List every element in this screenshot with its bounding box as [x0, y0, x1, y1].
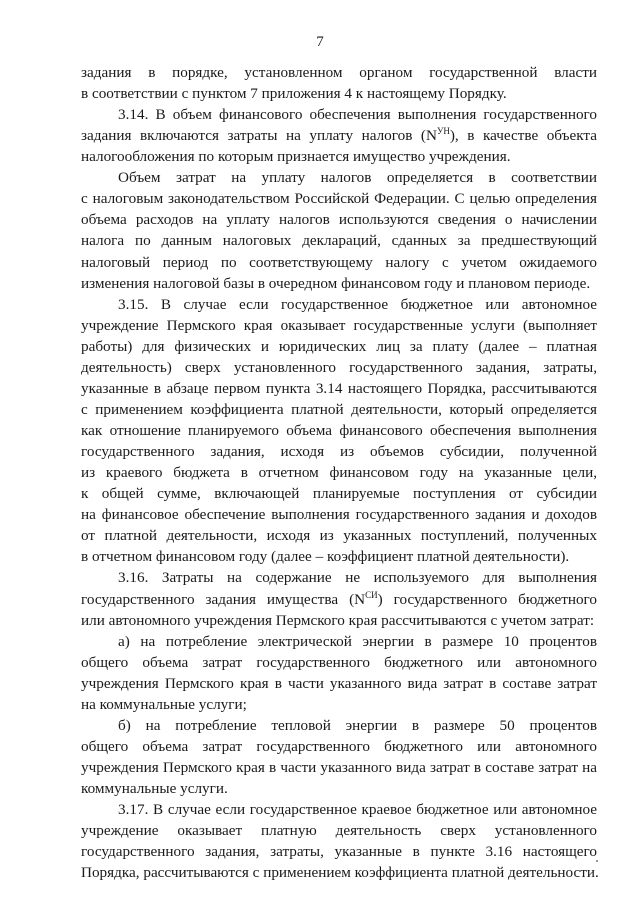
text-line: государственного задания, затраты, указанные в пункте 3.16 настоящего: [81, 843, 597, 861]
text-line: указанные в абзаце первом пункта 3.14 настоящего Порядка, рассчитываются: [81, 379, 597, 397]
text-line: объема расходов на уплату налогов используются сведения о начислении: [81, 211, 597, 229]
text-segment: ) государственного бюджетного: [377, 590, 597, 608]
text-line: 3.16. Затраты на содержание не используемого для выполнения: [118, 569, 597, 587]
text-line: в соответствии с пунктом 7 приложения 4 к настоящему Порядку.: [81, 85, 507, 103]
text-line: учреждения Пермского края в части указанного вида затрат в составе затрат на: [81, 758, 597, 776]
text-line: а) на потребление электрической энергии в размере 10 процентов: [118, 632, 597, 650]
text-line: деятельность) сверх установленного государственного задания, затраты,: [81, 358, 597, 376]
page-number: 7: [316, 34, 324, 50]
text-line: 3.15. В случае если государственное бюджетное или автономное: [118, 295, 597, 313]
text-segment: государственного задания имущества (N: [81, 590, 366, 608]
text-line: общего объема затрат государственного бюджетного или автономного: [81, 653, 597, 671]
text-segment: задания включаются затраты на уплату налогов (N: [81, 127, 437, 145]
text-line: учреждение оказывает платную деятельность сверх установленного: [81, 822, 597, 840]
text-line: изменения налоговой базы в очередном финансовом году и плановом периоде.: [81, 274, 591, 292]
text-line: как отношение планируемого объема финансового обеспечения выполнения: [81, 422, 597, 440]
superscript: УН: [436, 126, 450, 137]
text-line: Объем затрат на уплату налогов определяется в соответствии: [118, 169, 597, 187]
superscript: СИ: [365, 589, 378, 600]
text-line: 3.14. В объем финансового обеспечения выполнения государственного: [118, 106, 597, 124]
text-line: с применением коэффициента платной деятельности, который определяется: [81, 400, 597, 418]
text-line: общего объема затрат государственного бюджетного или автономного: [81, 737, 597, 755]
text-line: Порядка, рассчитываются с применением коэффициента платной деятельности.: [81, 864, 599, 882]
text-line: государственного задания, исходя из объемов субсидии, полученной: [81, 443, 597, 461]
text-line: налогообложения по которым признается имущество учреждения.: [81, 148, 511, 166]
text-line: из краевого бюджета в отчетном финансовом году на указанные цели,: [81, 464, 597, 482]
text-line: [81, 126, 597, 145]
text-line: задания в порядке, установленном органом государственной власти: [81, 64, 597, 81]
text-line: [81, 590, 597, 609]
text-line: учреждения Пермского края в части указанного вида затрат в составе затрат: [81, 674, 597, 692]
text-segment: ), в качестве объекта: [449, 127, 597, 145]
text-line: 3.17. В случае если государственное краевое бюджетное или автономное: [118, 801, 597, 819]
text-line: в отчетном финансовом году (далее – коэффициент платной деятельности).: [81, 548, 570, 566]
text-line: к общей сумме, включающей планируемые поступления от субсидии: [81, 485, 597, 503]
text-line: на коммунальные услуги;: [81, 695, 247, 713]
scan-speck: [596, 860, 598, 862]
text-line: б) на потребление тепловой энергии в размере 50 процентов: [118, 716, 597, 734]
text-line: или автономного учреждения Пермского края рассчитываются с учетом затрат:: [81, 611, 595, 629]
text-line: налога по данным налоговых деклараций, сданных за предшествующий: [81, 232, 597, 250]
text-line: на финансовое обеспечение выполнения государственного задания и доходов: [81, 506, 597, 524]
text-line: от платной деятельности, исходя из указанных поступлений, полученных: [81, 527, 597, 545]
text-line: налоговый период по соответствующему налогу с учетом ожидаемого: [81, 253, 597, 271]
text-line: работы) для физических и юридических лиц за плату (далее – платная: [81, 337, 597, 355]
text-line: учреждение Пермского края оказывает государственные услуги (выполняет: [81, 316, 597, 334]
text-line: коммунальные услуги.: [81, 780, 228, 798]
text-line: с налоговым законодательством Российской Федерации. С целью определения: [81, 190, 597, 208]
